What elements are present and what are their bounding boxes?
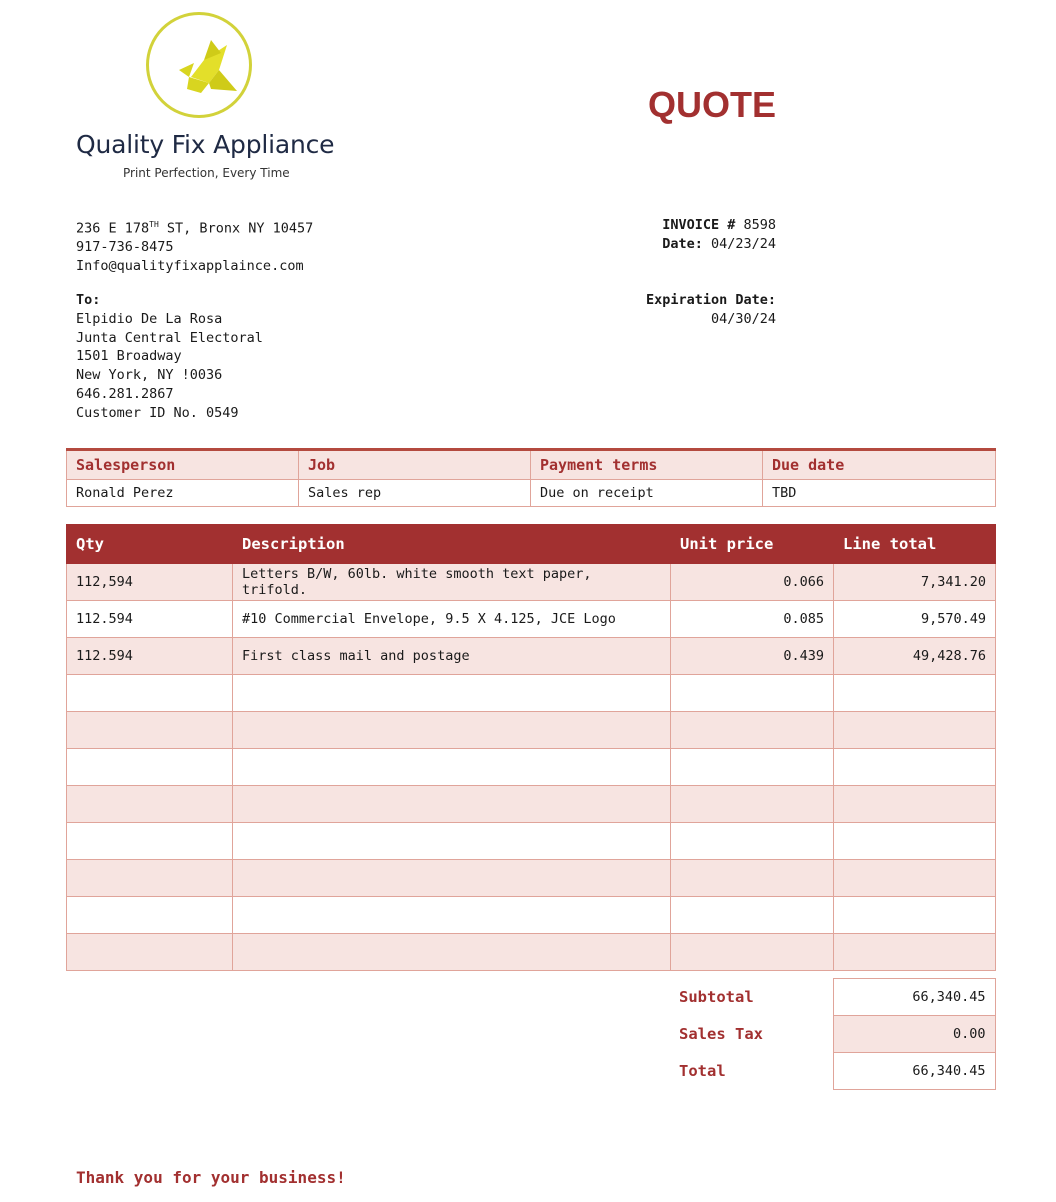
table-row xyxy=(67,823,996,860)
item-unit-price xyxy=(671,897,834,934)
item-unit-price xyxy=(671,786,834,823)
invoice-meta xyxy=(560,216,776,254)
salesperson-value: Ronald Perez xyxy=(67,480,299,507)
item-line-total xyxy=(834,749,996,786)
total-row xyxy=(670,1053,995,1090)
thank-you-note: Thank you for your business! xyxy=(76,1168,346,1187)
origami-crane-icon xyxy=(149,15,255,121)
item-qty: 112.594 xyxy=(67,601,233,638)
line-items-header xyxy=(67,525,996,564)
expiration-block xyxy=(560,291,776,329)
item-qty xyxy=(67,675,233,712)
recipient-label: To: xyxy=(76,292,101,308)
header-qty: Qty xyxy=(67,525,233,564)
sales-tax-row xyxy=(670,1016,995,1053)
item-line-total xyxy=(834,934,996,971)
item-unit-price xyxy=(671,823,834,860)
item-qty xyxy=(67,712,233,749)
sales-tax-label: Sales Tax xyxy=(679,1025,763,1043)
item-line-total: 49,428.76 xyxy=(834,638,996,675)
item-qty: 112,594 xyxy=(67,564,233,601)
item-qty xyxy=(67,934,233,971)
item-line-total xyxy=(834,675,996,712)
line-items-body xyxy=(67,564,996,971)
item-qty xyxy=(67,786,233,823)
item-line-total: 7,341.20 xyxy=(834,564,996,601)
item-description: Letters B/W, 60lb. white smooth text paper, trifold. xyxy=(233,564,671,601)
item-line-total: 9,570.49 xyxy=(834,601,996,638)
table-row xyxy=(67,786,996,823)
table-row xyxy=(67,638,996,675)
subtotal-label: Subtotal xyxy=(679,988,754,1006)
header-unit-price: Unit price xyxy=(671,525,834,564)
expiration-date: 04/30/24 xyxy=(710,310,776,327)
recipient-line: 646.281.2867 xyxy=(76,385,174,402)
header-job: Job xyxy=(299,450,531,480)
company-name: Quality Fix Appliance xyxy=(76,130,335,159)
item-description xyxy=(233,749,671,786)
document-title: QUOTE xyxy=(647,84,776,125)
item-qty: 112.594 xyxy=(67,638,233,675)
table-row xyxy=(67,712,996,749)
recipient-line: New York, NY !0036 xyxy=(76,367,223,384)
item-unit-price xyxy=(671,934,834,971)
item-line-total xyxy=(834,860,996,897)
expiration-label: Expiration Date: xyxy=(645,292,776,308)
payment-terms-value: Due on receipt xyxy=(531,480,763,507)
subtotal-value: 66,340.45 xyxy=(833,979,995,1016)
company-contact xyxy=(76,216,313,276)
table-row xyxy=(67,675,996,712)
item-qty xyxy=(67,823,233,860)
table-row xyxy=(67,749,996,786)
sales-info-header xyxy=(67,450,996,480)
item-line-total xyxy=(834,823,996,860)
item-unit-price: 0.066 xyxy=(671,564,834,601)
item-qty xyxy=(67,860,233,897)
job-value: Sales rep xyxy=(299,480,531,507)
totals-table xyxy=(670,978,996,1090)
table-row xyxy=(67,564,996,601)
recipient-line: Elpidio De La Rosa xyxy=(76,310,223,327)
sales-tax-value: 0.00 xyxy=(833,1016,995,1053)
recipient-block xyxy=(76,291,263,423)
item-description xyxy=(233,786,671,823)
sales-info-table xyxy=(66,448,996,507)
item-qty xyxy=(67,897,233,934)
table-row xyxy=(67,897,996,934)
item-description xyxy=(233,712,671,749)
company-email[interactable]: Info@qualityfixapplaince.com xyxy=(76,258,304,275)
recipient-line: Junta Central Electoral xyxy=(76,329,263,346)
item-unit-price xyxy=(671,712,834,749)
line-items-table xyxy=(66,524,996,971)
total-value: 66,340.45 xyxy=(833,1053,995,1090)
item-description xyxy=(233,860,671,897)
item-qty xyxy=(67,749,233,786)
company-address: 236 E 178TH ST, Bronx NY 10457 xyxy=(76,220,314,237)
item-line-total xyxy=(834,712,996,749)
item-unit-price: 0.439 xyxy=(671,638,834,675)
header-payment-terms: Payment terms xyxy=(531,450,763,480)
header-due-date: Due date xyxy=(763,450,996,480)
item-unit-price xyxy=(671,860,834,897)
header-line-total: Line total xyxy=(834,525,996,564)
item-unit-price xyxy=(671,675,834,712)
total-label: Total xyxy=(679,1062,726,1080)
item-line-total xyxy=(834,897,996,934)
invoice-number: INVOICE # 8598 xyxy=(662,217,776,233)
item-description: #10 Commercial Envelope, 9.5 X 4.125, JCE Logo xyxy=(233,601,671,638)
logo-circle xyxy=(146,12,252,118)
subtotal-row xyxy=(670,979,995,1016)
table-row xyxy=(67,601,996,638)
item-description xyxy=(233,897,671,934)
item-description xyxy=(233,934,671,971)
item-description xyxy=(233,823,671,860)
item-unit-price: 0.085 xyxy=(671,601,834,638)
company-logo xyxy=(76,12,336,187)
table-row xyxy=(67,934,996,971)
company-phone: 917-736-8475 xyxy=(76,239,174,256)
recipient-line: 1501 Broadway xyxy=(76,348,182,365)
table-row xyxy=(67,860,996,897)
header-description: Description xyxy=(233,525,671,564)
item-description: First class mail and postage xyxy=(233,638,671,675)
due-date-value: TBD xyxy=(763,480,996,507)
invoice-date: Date: 04/23/24 xyxy=(662,235,776,252)
item-unit-price xyxy=(671,749,834,786)
company-tagline: Print Perfection, Every Time xyxy=(123,166,290,180)
sales-info-row xyxy=(67,480,996,507)
header-salesperson: Salesperson xyxy=(67,450,299,480)
item-description xyxy=(233,675,671,712)
recipient-line: Customer ID No. 0549 xyxy=(76,404,239,421)
item-line-total xyxy=(834,786,996,823)
